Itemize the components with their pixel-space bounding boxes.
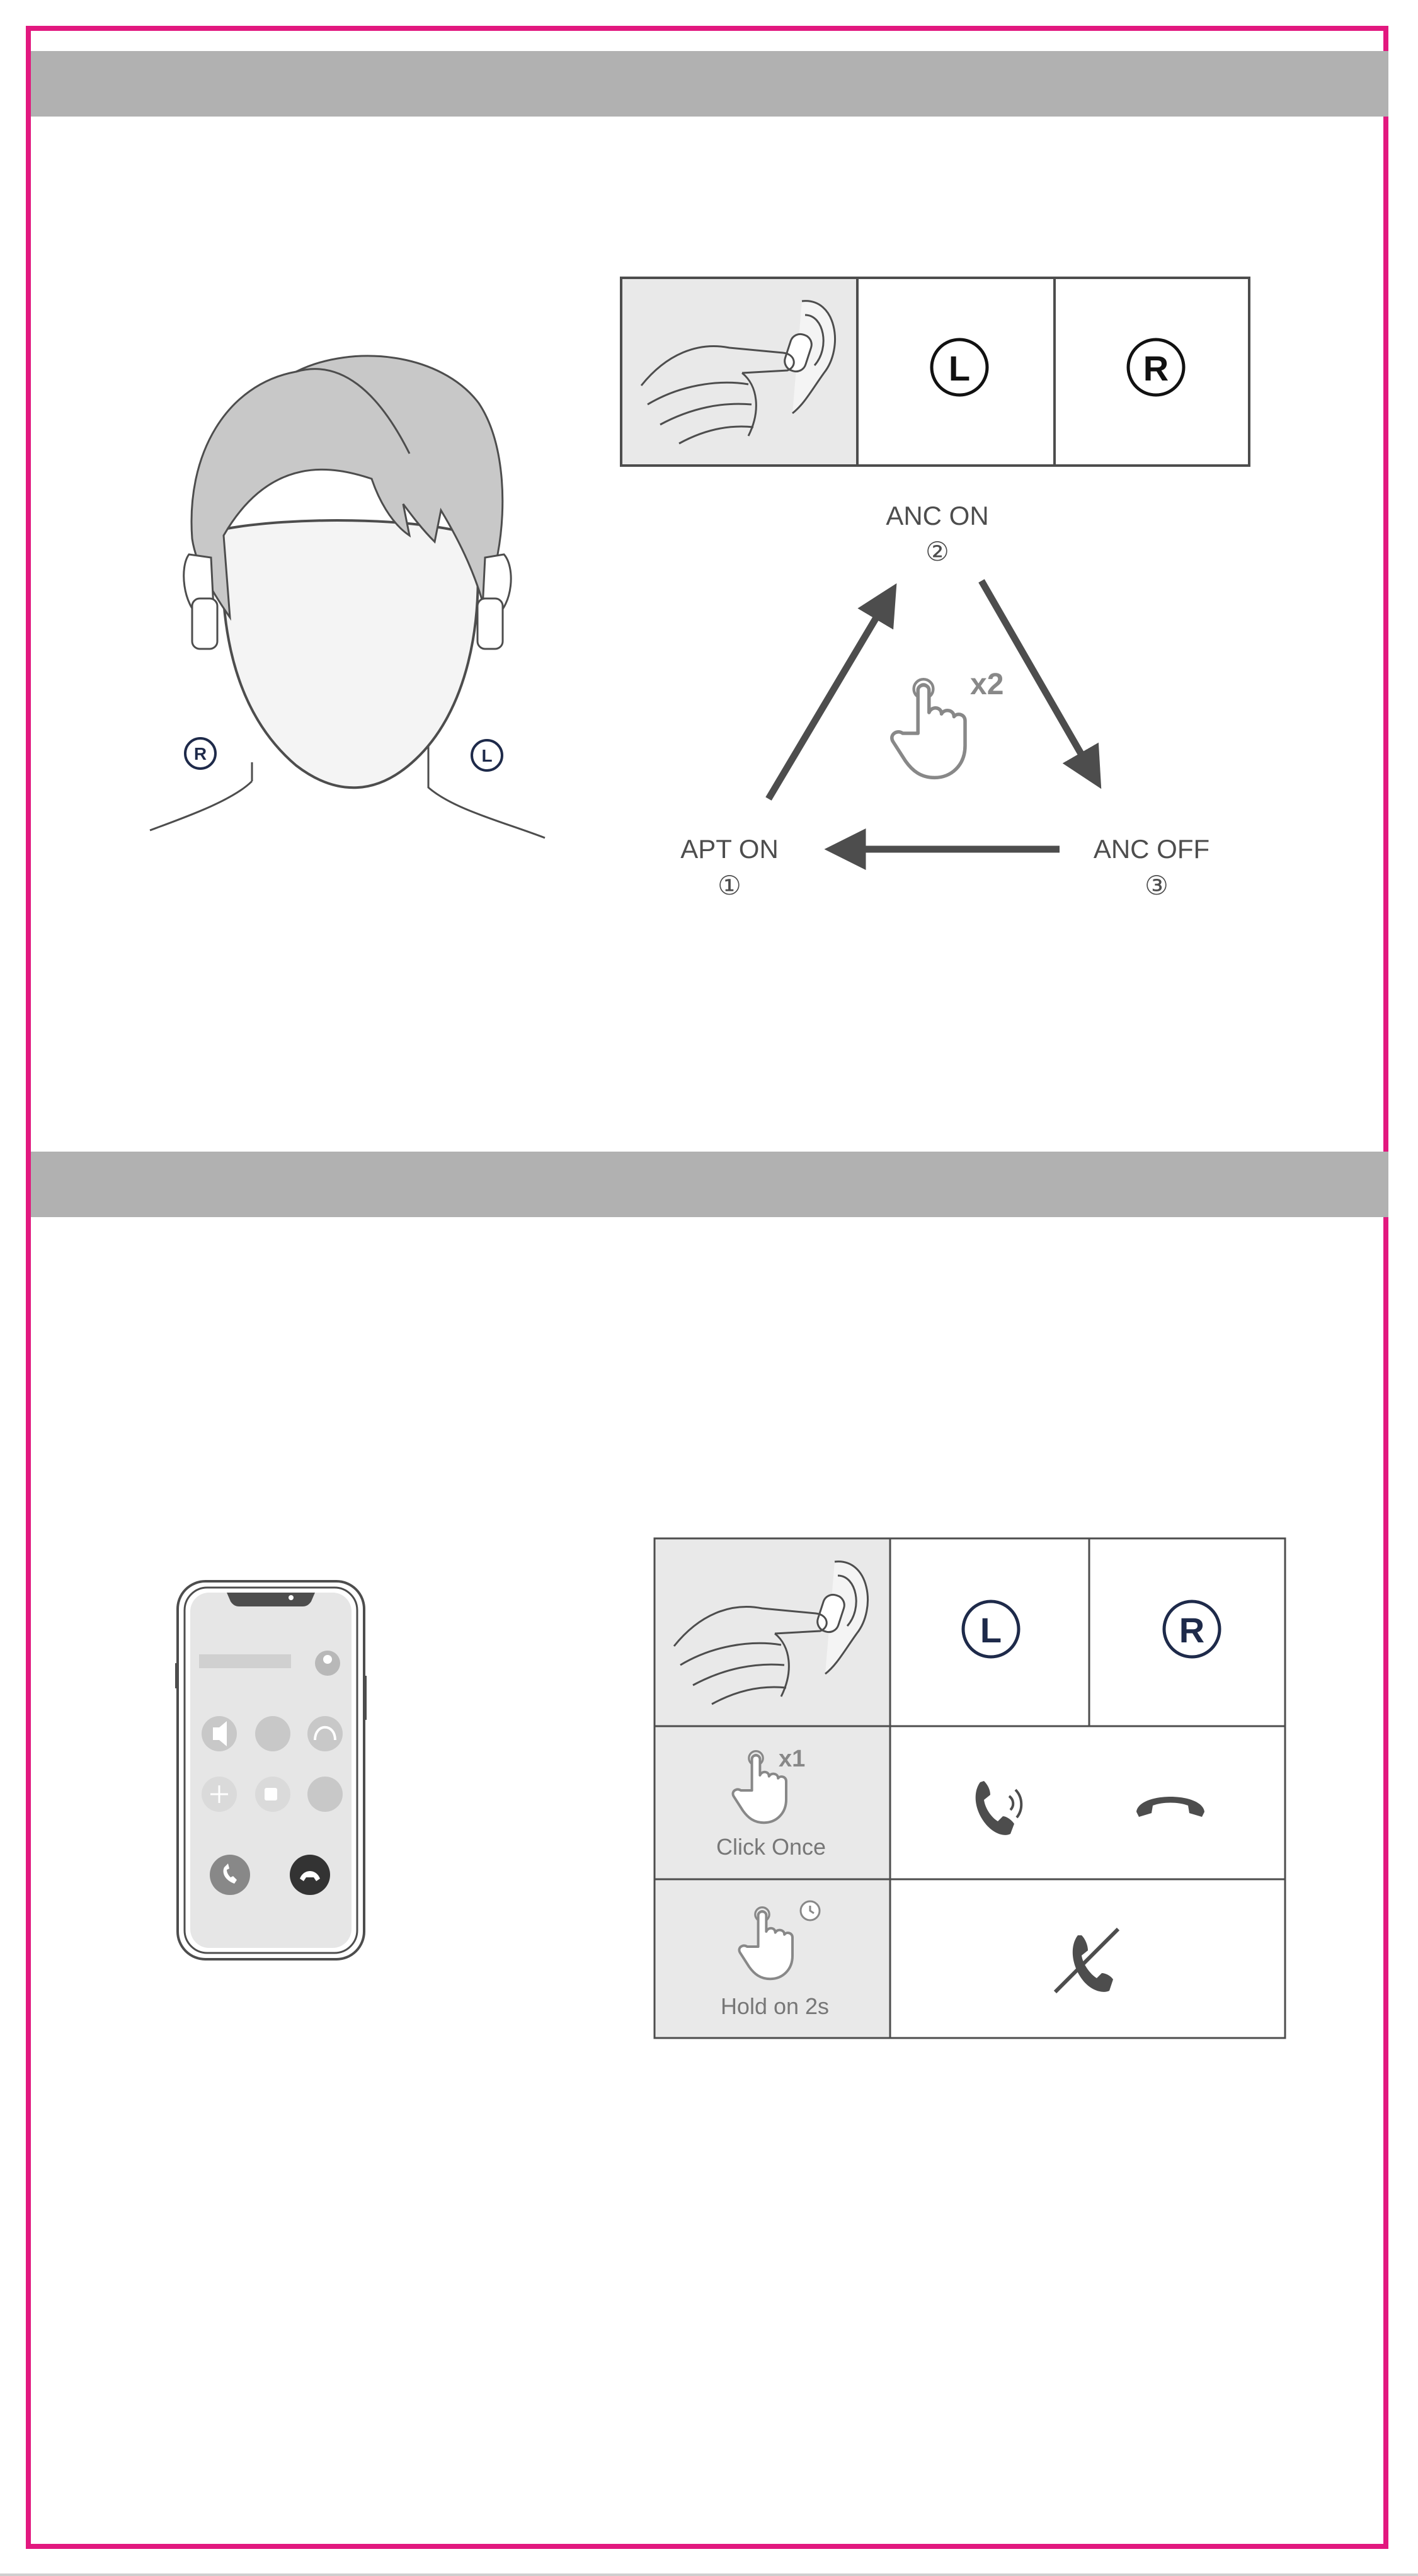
answer-call-icon [976,1781,1022,1835]
tap-count-x2: x2 [970,668,1004,701]
svg-text:R: R [193,744,207,764]
hang-up-icon [1136,1797,1204,1817]
anc-off-label: ANC OFF [1093,834,1210,864]
left-earbud-badge [932,340,987,395]
anc-mode-cycle-diagram [680,501,1209,900]
anc-on-step: ② [925,537,949,566]
reject-call-icon [1055,1929,1118,1992]
head-badge-right [185,738,215,769]
clock-icon [801,1901,820,1920]
svg-text:R: R [1179,1610,1205,1650]
hold-on-2s-label: Hold on 2s [720,1993,830,2019]
left-earbud-badge-2 [963,1601,1019,1657]
tap-count-x1: x1 [779,1746,806,1772]
anc-control-table [621,278,1249,466]
arrow-apt-to-anc-on [769,592,891,799]
anc-off-step: ③ [1145,871,1169,900]
head-badge-left [472,740,502,770]
right-earbud-badge-2 [1164,1601,1220,1657]
phone-illustration [175,1581,367,1959]
svg-text:L: L [980,1610,1002,1650]
anc-on-label: ANC ON [886,501,989,530]
apt-on-step: ① [718,871,741,900]
tap-earbud-illustration-2 [655,1539,889,1726]
right-earbud-badge [1128,340,1184,395]
click-once-label: Click Once [716,1834,826,1860]
double-tap-icon [892,679,965,777]
apt-on-label: APT ON [680,834,779,864]
svg-text:L: L [948,348,971,388]
svg-text:R: R [1143,348,1169,388]
call-control-table [655,1538,1285,2038]
svg-text:L: L [481,746,493,765]
tap-earbud-illustration [622,278,857,465]
